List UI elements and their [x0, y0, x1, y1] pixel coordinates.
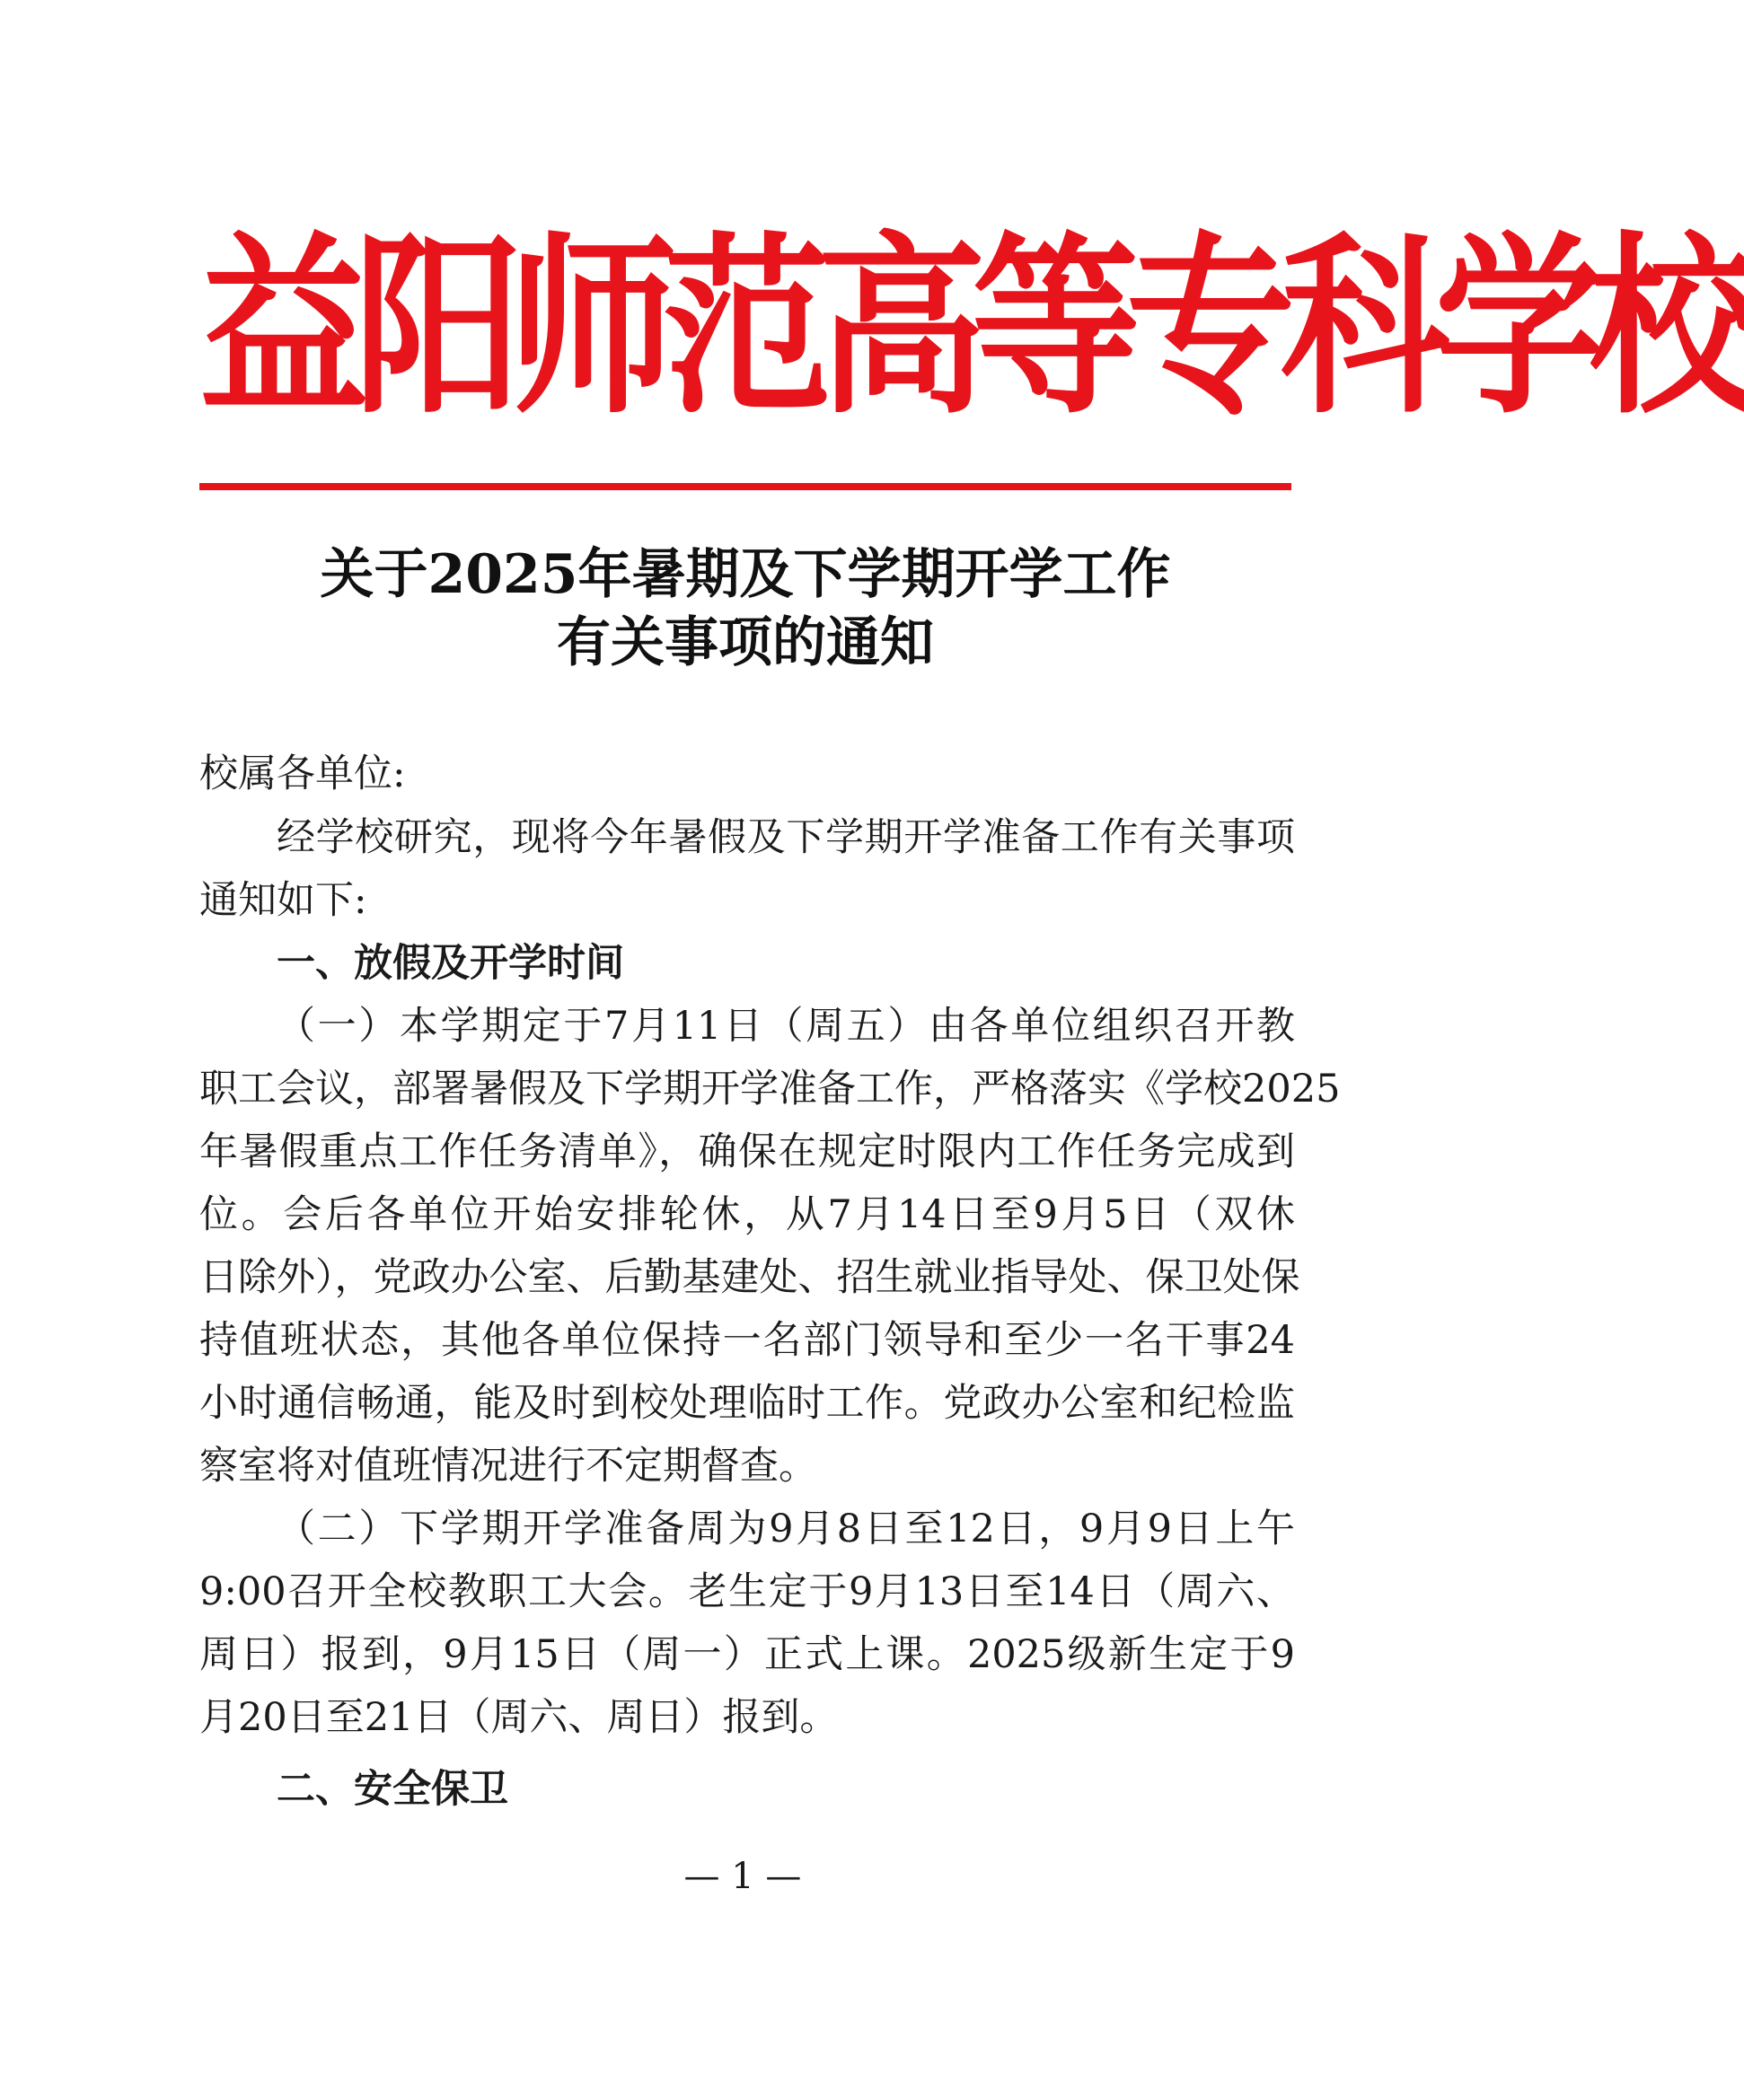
- paragraph-line: 职工会议，部署暑假及下学期开学准备工作，严格落实《学校2025: [199, 1067, 1341, 1112]
- masthead-title: 益阳师范高等专科学校: [199, 214, 1744, 441]
- paragraph-line: 年暑假重点工作任务清单》，确保在规定时限内工作任务完成到: [199, 1129, 1295, 1174]
- paragraph-line: 月20日至21日（周六、周日）报到。: [199, 1695, 839, 1740]
- paragraph-line: 周日）报到，9月15日（周一）正式上课。2025级新生定于9: [199, 1632, 1295, 1677]
- salutation: 校属各单位:: [199, 751, 406, 796]
- document-title-line-1: 关于2025年暑期及下学期开学工作: [320, 543, 1171, 606]
- document-title-line-2: 有关事项的通知: [557, 611, 934, 674]
- section-heading-1: 一、放假及开学时间: [277, 941, 624, 986]
- paragraph-line: 位。会后各单位开始安排轮休，从7月14日至9月5日（双休: [199, 1192, 1295, 1237]
- paragraph-line: 察室将对值班情况进行不定期督查。: [199, 1444, 817, 1489]
- paragraph-line: 9:00召开全校教职工大会。老生定于9月13日至14日（周六、: [199, 1569, 1295, 1614]
- paragraph-line: （一）本学期定于7月11日（周五）由各单位组织召开教: [277, 1004, 1295, 1049]
- intro-line: 经学校研究，现将今年暑假及下学期开学准备工作有关事项: [277, 815, 1295, 860]
- section-heading-2: 二、安全保卫: [277, 1767, 508, 1812]
- page-number: — 1 —: [683, 1856, 802, 1897]
- paragraph-line: 日除外），党政办公室、后勤基建处、招生就业指导处、保卫处保: [199, 1255, 1300, 1300]
- paragraph-line: 小时通信畅通，能及时到校处理临时工作。党政办公室和纪检监: [199, 1381, 1295, 1426]
- paragraph-line: 持值班状态，其他各单位保持一名部门领导和至少一名干事24: [199, 1318, 1295, 1363]
- red-divider-rule: [199, 483, 1291, 490]
- paragraph-line: （二）下学期开学准备周为9月8日至12日，9月9日上午: [277, 1507, 1295, 1551]
- intro-line: 通知如下:: [199, 878, 367, 923]
